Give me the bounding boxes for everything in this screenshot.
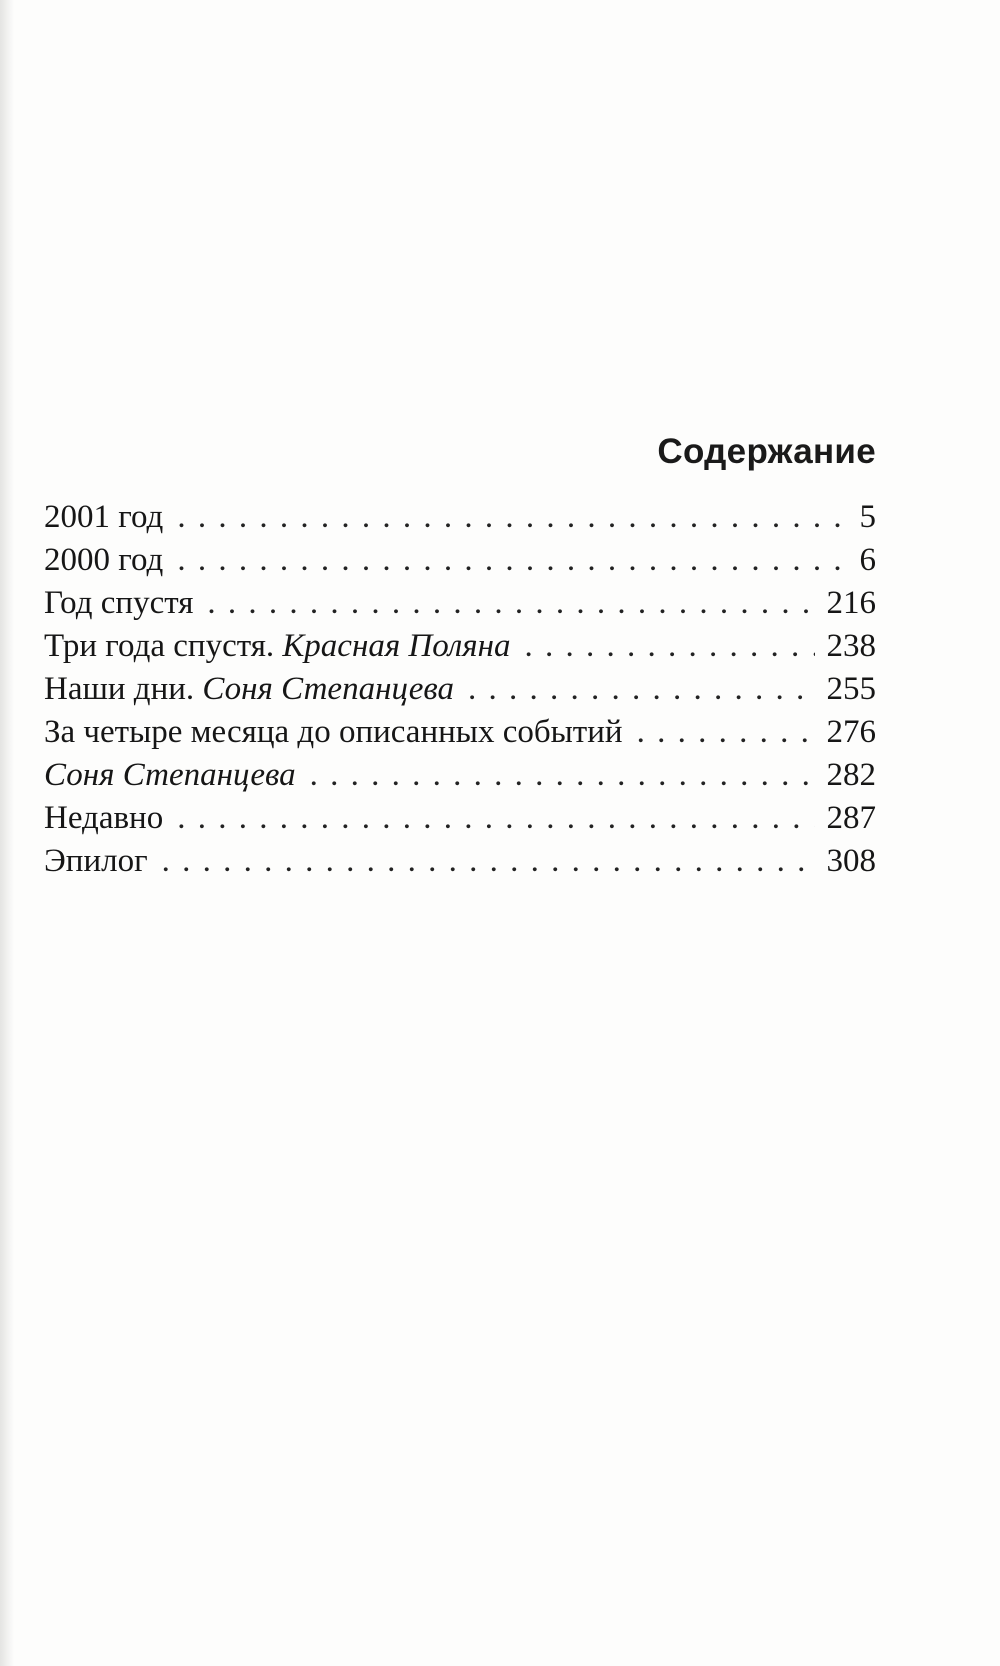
toc-entry xyxy=(44,496,876,539)
toc-entry xyxy=(44,711,876,754)
dot-leader xyxy=(177,539,844,582)
toc-title: Содержание xyxy=(657,432,876,471)
toc-entry xyxy=(44,625,876,668)
toc-entry-title: Год спустя xyxy=(44,585,194,621)
dot-leader xyxy=(310,754,815,797)
dot-leader xyxy=(177,797,814,840)
toc-entry xyxy=(44,797,876,840)
toc-entry-title: 2001 год xyxy=(44,499,164,535)
dot-leader xyxy=(468,668,814,711)
table-of-contents xyxy=(44,430,876,883)
dot-leader xyxy=(525,625,815,668)
toc-entry xyxy=(44,840,876,883)
toc-entry xyxy=(44,582,876,625)
toc-entry-page: 282 xyxy=(826,757,876,793)
toc-entry xyxy=(44,754,876,797)
toc-entry-title: 2000 год xyxy=(44,542,164,578)
toc-entry-page: 5 xyxy=(859,499,876,535)
dot-leader xyxy=(207,582,814,625)
toc-entry-page: 255 xyxy=(826,671,876,707)
toc-entry-title: Наши дни. Соня Степанцева xyxy=(44,671,455,707)
toc-entry-title: Эпилог xyxy=(44,843,148,879)
toc-entry-title: Недавно xyxy=(44,800,164,836)
toc-entry-page: 216 xyxy=(826,585,876,621)
toc-entry xyxy=(44,539,876,582)
toc-entry-title: Соня Степанцева xyxy=(44,757,296,793)
toc-entry-title: Три года спустя. Красная Поляна xyxy=(44,628,511,664)
dot-leader xyxy=(162,840,815,883)
toc-entry-page: 287 xyxy=(826,800,876,836)
page-edge-shadow xyxy=(0,0,14,1666)
toc-entry-page: 6 xyxy=(859,542,876,578)
toc-entry-title: За четыре месяца до описанных событий xyxy=(44,714,623,750)
toc-entry-page: 276 xyxy=(826,714,876,750)
dot-leader xyxy=(637,711,815,754)
dot-leader xyxy=(177,496,844,539)
toc-entry xyxy=(44,668,876,711)
toc-entry-page: 238 xyxy=(826,628,876,664)
toc-list xyxy=(44,496,876,883)
toc-entry-page: 308 xyxy=(826,843,876,879)
